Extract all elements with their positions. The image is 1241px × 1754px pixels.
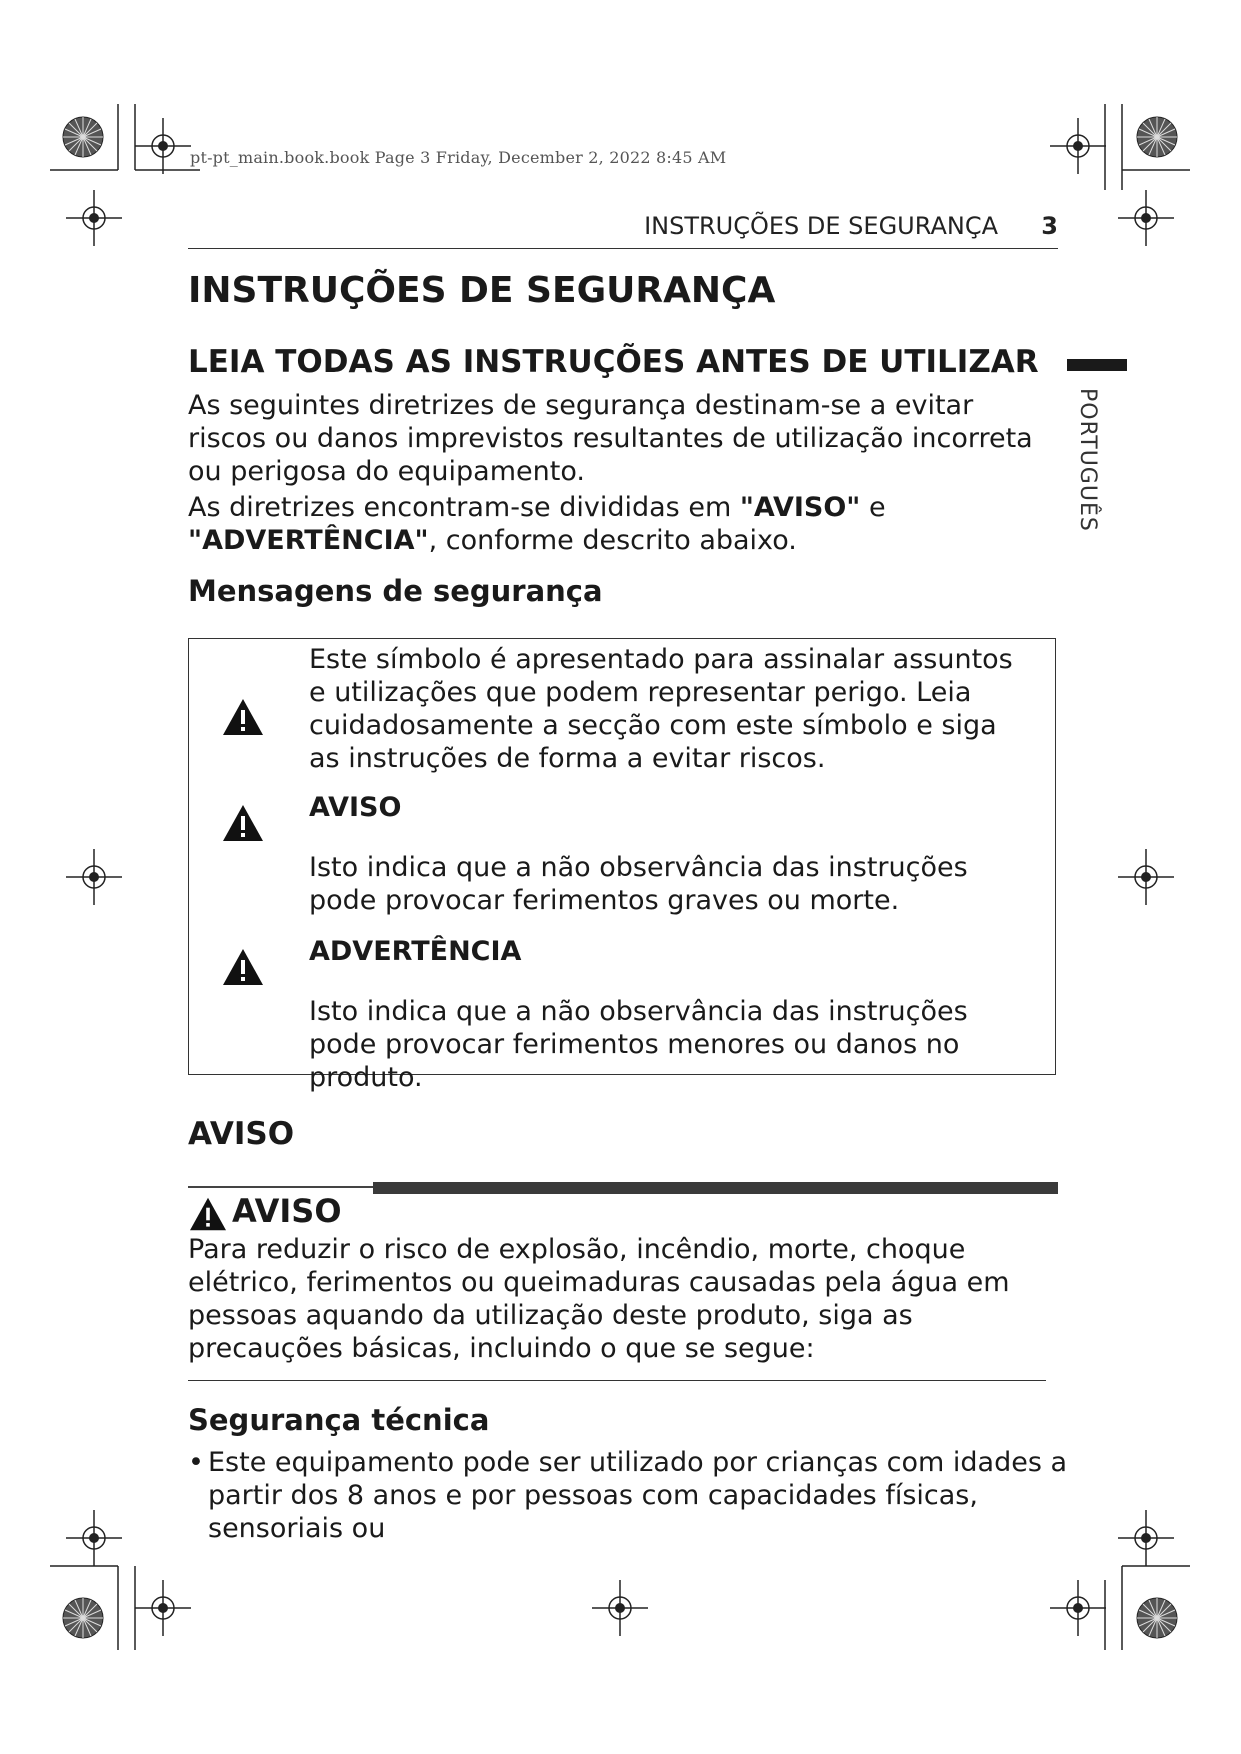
advertencia-description: Isto indica que a não observância das instruções pode provocar ferimentos menores ou danos no produto. xyxy=(309,996,968,1093)
registration-mark-icon xyxy=(592,1580,648,1636)
registration-mark-icon xyxy=(66,1510,122,1566)
warning-triangle-icon xyxy=(221,947,265,987)
registration-mark-icon xyxy=(135,1580,191,1636)
running-header-title: INSTRUÇÕES DE SEGURANÇA xyxy=(644,212,998,240)
list-item-text: Este equipamento pode ser utilizado por crianças com idades a partir dos 8 anos e por pessoas com capacidades físicas, sensoriais ou xyxy=(208,1447,1068,1544)
registration-mark-icon xyxy=(1118,849,1174,905)
language-tab-bar xyxy=(1067,359,1127,371)
color-target-icon xyxy=(63,117,103,157)
color-target-icon xyxy=(1137,117,1177,157)
page-number: 3 xyxy=(1041,212,1058,240)
registration-mark-icon xyxy=(135,118,191,174)
aviso-label: AVISO xyxy=(309,792,402,823)
registration-mark-icon xyxy=(66,849,122,905)
messages-heading: Mensagens de segurança xyxy=(188,574,603,608)
running-header xyxy=(188,208,1058,249)
aviso-rule-bottom xyxy=(188,1380,1046,1381)
intro-paragraph-2: As diretrizes encontram-se divididas em "AVISO" e "ADVERTÊNCIA", conforme descrito abaixo. xyxy=(188,492,886,556)
registration-mark-icon xyxy=(1050,118,1106,174)
registration-mark-icon xyxy=(66,190,122,246)
aviso-heading: AVISO xyxy=(188,1116,295,1152)
warning-triangle-icon xyxy=(188,1196,228,1232)
aviso-description: Isto indica que a não observância das instruções pode provocar ferimentos graves ou morte. xyxy=(309,852,968,916)
print-slug: pt-pt_main.book.book Page 3 Friday, December 2, 2022 8:45 AM xyxy=(190,148,727,167)
warning-triangle-icon xyxy=(221,697,265,737)
section-title: LEIA TODAS AS INSTRUÇÕES ANTES DE UTILIZAR xyxy=(188,344,1039,380)
advertencia-label: ADVERTÊNCIA xyxy=(309,936,522,967)
aviso-box-text: Para reduzir o risco de explosão, incêndio, morte, choque elétrico, ferimentos ou queimaduras causadas pela água em pessoas aquando da utilização deste produto, siga as precauções básicas, incluindo o que se segue: xyxy=(188,1234,1010,1364)
color-target-icon xyxy=(63,1598,103,1638)
language-tab: PORTUGUÊS xyxy=(1075,388,1100,532)
intro-paragraph: As seguintes diretrizes de segurança destinam-se a evitar riscos ou danos imprevistos resultantes de utilização incorreta ou perigosa do equipamento. xyxy=(188,390,1033,487)
warning-triangle-icon xyxy=(221,803,265,843)
tech-safety-heading: Segurança técnica xyxy=(188,1403,490,1437)
symbol-description: Este símbolo é apresentado para assinalar assuntos e utilizações que podem representar perigo. Leia cuidadosamente a secção com este símbolo e siga as instruções de forma a evitar riscos. xyxy=(309,644,1013,774)
registration-mark-icon xyxy=(1118,1510,1174,1566)
registration-mark-icon xyxy=(1118,190,1174,246)
aviso-box-label: AVISO xyxy=(232,1192,342,1230)
page-title: INSTRUÇÕES DE SEGURANÇA xyxy=(188,270,776,311)
aviso-rule-thick xyxy=(373,1182,1058,1194)
aviso-rule-thin xyxy=(188,1186,373,1188)
registration-mark-icon xyxy=(1050,1580,1106,1636)
color-target-icon xyxy=(1137,1598,1177,1638)
bullet-marker: • xyxy=(188,1447,204,1478)
safety-messages-box xyxy=(188,638,1056,1093)
